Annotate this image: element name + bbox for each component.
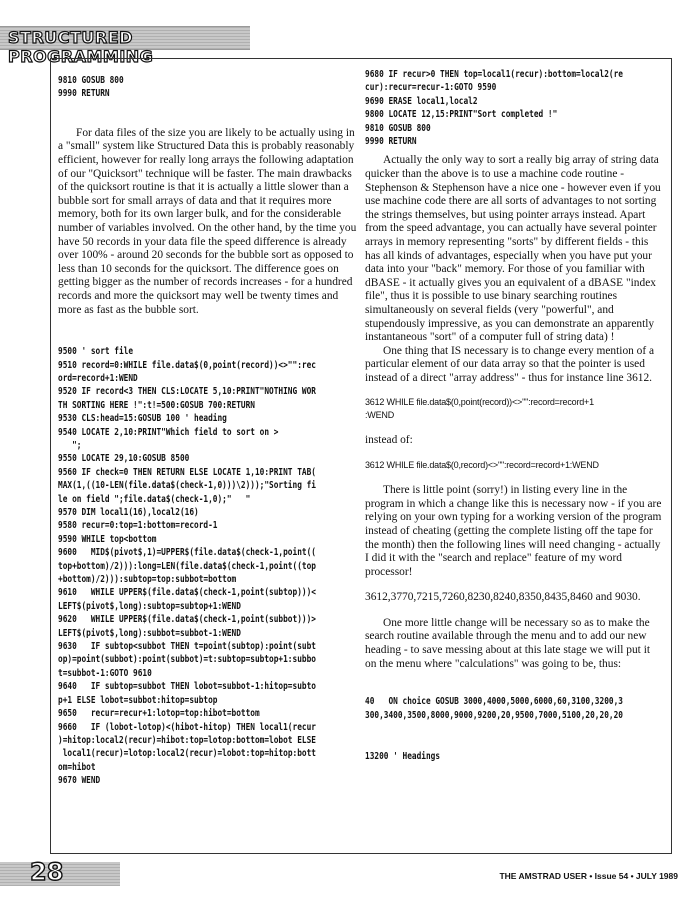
- paragraph: There is little point (sorry!) in listing every line in the program in which a change like this is necessary now - if you are relying on your own typing for a working version of the program instead of cheating (getting the complete listing off the tape for the month) then the following lines will need changing - actually I did it with the "search and replace" feature of my word processor!: [365, 484, 662, 578]
- issue-footer: THE AMSTRAD USER • Issue 54 • JULY 1989: [499, 871, 678, 881]
- code-listing: 9500 ' sort file 9510 record=0:WHILE file.data$(0,point(record))<>"":rec ord=record+1:WEND 9520 IF record<3 THEN CLS:LOCATE 5,10:PRINT"NOTHING WOR TH SORTING HERE !":t!=500:GOSUB 700:RETURN 9530 CLS:head=15:GOSUB 100 ' heading 9540 LOCATE 2,10:PRINT"Which field to sort on > "; 9550 LOCATE 29,10:GOSUB 8500 9560 IF check=0 THEN RETURN ELSE LOCATE 1,10:PRINT TAB( MAX(1,((10-LEN(file.data$(check-1,0)))\2)));"Sorting fi le on field ";file.data$(check-1,0);" " 9570 DIM local1(16),local2(16) 9580 recur=0:top=1:bottom=record-1 9590 WHILE top<bottom 9600 MID$(pivot$,1)=UPPER$(file.data$(check-1,point(( top+bottom)/2))):long=LEN(file.data$(check-1,point((top +bottom)/2))):subtop=top:subbot=bottom 9610 WHILE UPPER$(file.data$(check-1,point(subtop)))< LEFT$(pivot$,long):subtop=subtop+1:WEND 9620 WHILE UPPER$(file.data$(check-1,point(subbot)))> LEFT$(pivot$,long):subbot=subbot-1:WEND 9630 IF subtop<subbot THEN t=point(subtop):point(subt op)=point(subbot):point(subbot)=t:subtop=subtop+1:subbo t=subbot-1:GOTO 9610 9640 IF subtop=subbot THEN lobot=subbot-1:hitop=subto p+1 ELSE lobot=subbot:hitop=subtop 9650 recur=recur+1:lotop=top:hibot=bottom 9660 IF (lobot-lotop)<(hibot-hitop) THEN local1(recur )=hitop:local2(recur)=hibot:top=lotop:bottom=lobot ELSE local1(recur)=lotop:local2(recur)=lobot:top=hitop:bott om=hibot 9670 WEND: [58, 346, 316, 787]
- code-listing: 9810 GOSUB 800 9990 RETURN: [58, 75, 124, 100]
- page-number-badge: [0, 858, 120, 886]
- section-banner: [0, 26, 250, 66]
- right-column: [365, 68, 663, 763]
- left-column: [58, 68, 360, 788]
- paragraph: Actually the only way to sort a really big array of string data quicker than the above is to use a machine code routine - Stephenson & Stephenson have a nice one - however even if you use machine code there are all sorts of advantages to not sorting the strings themselves, but using pointer arrays instead. Apart from the speed advantage, you can actually have several pointer arrays in memory representing "sorts" by different fields - this has all kinds of advantages, especially when you have put your data into your "back" memory. For those of you familiar with dBASE - it actually gives you an equivalent of a dBASE "index file", thus it is possible to use binary searching routines simultaneously on several fields (very "powerful", and stupendously impressive, as you can demonstrate an apparently instantaneous "sort" of a computer full of string data) !: [365, 154, 661, 344]
- paragraph: 3612,3770,7215,7260,8230,8240,8350,8435,8460 and 9030.: [365, 591, 641, 604]
- code-listing: 9680 IF recur>0 THEN top=local1(recur):bottom=local2(re cur):recur=recur-1:GOTO 9590 9690 ERASE local1,local2 9800 LOCATE 12,15:PRINT"Sort completed !" 9810 GOSUB 800 9990 RETURN: [365, 69, 623, 148]
- page-number: 28: [30, 858, 64, 886]
- section-title: STRUCTURED PROGRAMMING: [8, 28, 154, 66]
- paragraph: One thing that IS necessary is to change every mention of a particular element of our data array so that the pointer is used instead of a direct "array address" - thus for instance line 3612.: [365, 344, 655, 384]
- code-listing: 3612 WHILE file.data$(0,record)<>"":record=record+1:WEND: [365, 460, 599, 471]
- paragraph: For data files of the size you are likely to be actually using in a "small" system like Structured Data this is probably reasonably efficient, however for really long arrays the following adaptation of our "Quicksort" technique will be faster. The main drawbacks of the quicksort routine is that it is actually a little slower than a bubble sort for small arrays of data and that it requires more memory, both for its own larger bulk, and for the considerable number of variables involved. On the other hand, by the time you have 50 records in your data file the speed difference is already over 100% - around 20 seconds for the bubble sort as opposed to less than 10 seconds for the quicksort. The difference goes on getting bigger as the number of records increases - for a hundred records and more the quicksort may well be twenty times and more as fast as the bubble sort.: [58, 126, 357, 316]
- paragraph: One more little change will be necessary so as to make the search routine available through the menu and to add our new heading - to save messing about at this late stage we will put it on the menu where "calculations" was going to be, thus:: [365, 616, 651, 670]
- paragraph: instead of:: [365, 433, 413, 446]
- code-listing: 40 ON choice GOSUB 3000,4000,5000,6000,60,3100,3200,3 300,3400,3500,8000,9000,9200,20,9500,7000,5100,20,20,20: [365, 696, 623, 721]
- code-listing: 3612 WHILE file.data$(0,point(record))<>"":record=record+1 :WEND: [365, 396, 594, 420]
- code-listing: 13200 ' Headings: [365, 751, 441, 763]
